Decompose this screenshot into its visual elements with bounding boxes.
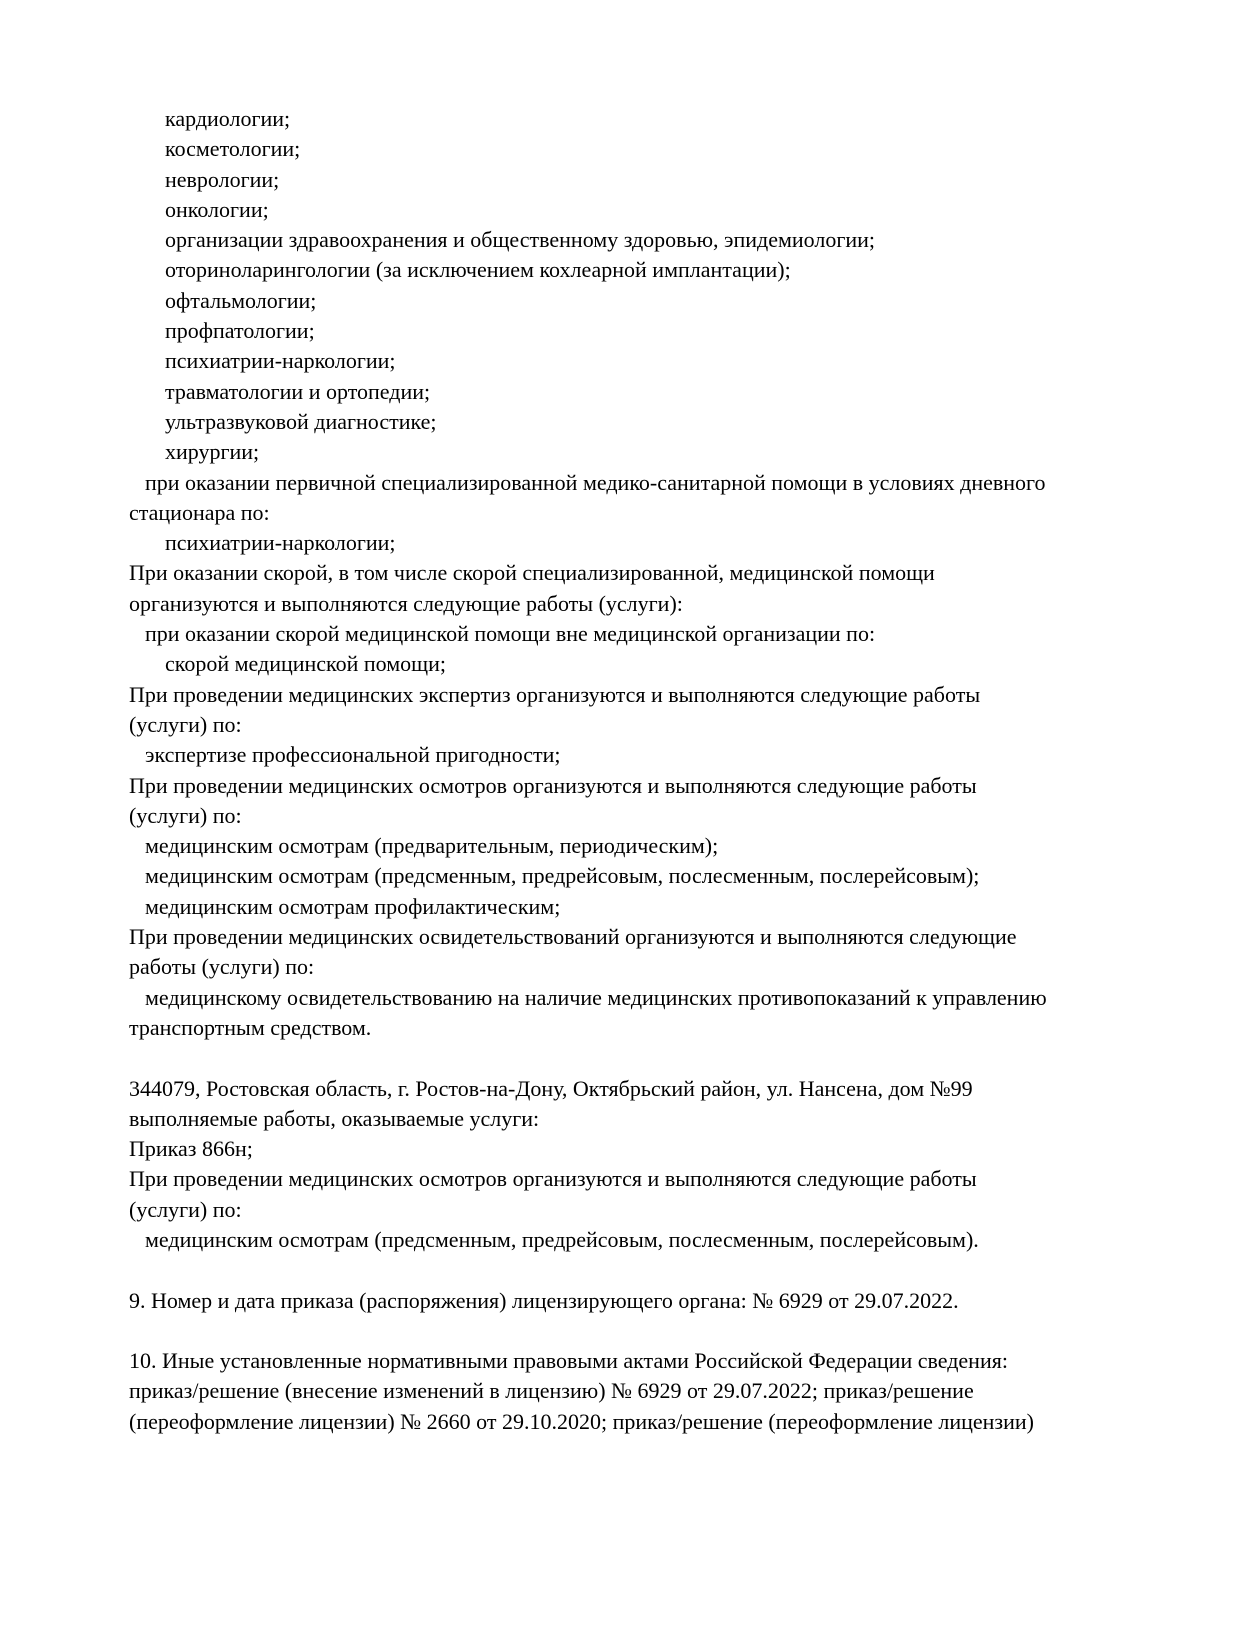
specialty-item: офтальмологии;	[165, 287, 317, 313]
service-item: медицинским осмотрам (предсменным, предрейсовым, послесменным, послерейсовым).	[145, 1226, 979, 1252]
paragraph-line-wrap: (услуги) по:	[129, 802, 242, 828]
care-condition-line: при оказании скорой медицинской помощи вне медицинской организации по:	[145, 621, 876, 647]
specialty-item: психиатрии-наркологии;	[165, 530, 396, 556]
paragraph-line-wrap: работы (услуги) по:	[129, 954, 315, 980]
order-number-line: 9. Номер и дата приказа (распоряжения) лицензирующего органа: № 6929 от 29.07.2022.	[129, 1287, 959, 1313]
specialty-item: профпатологии;	[165, 318, 315, 344]
specialty-item: психиатрии-наркологии;	[165, 348, 396, 374]
paragraph-line: При проведении медицинских осмотров организуются и выполняются следующие работы	[129, 1166, 977, 1192]
specialty-item: организации здравоохранения и общественному здоровью, эпидемиологии;	[165, 227, 876, 253]
service-item: медицинским осмотрам (предварительным, периодическим);	[145, 833, 719, 859]
specialty-item: косметологии;	[165, 136, 301, 162]
specialty-item: кардиологии;	[165, 106, 291, 131]
specialty-item: травматологии и ортопедии;	[165, 378, 431, 404]
blank-line	[129, 1255, 1129, 1285]
service-item: медицинским осмотрам (предсменным, предрейсовым, послесменным, послерейсовым);	[145, 863, 980, 889]
address-line: 344079, Ростовская область, г. Ростов-на-Дону, Октябрьский район, ул. Нансена, дом №99	[129, 1075, 973, 1101]
specialty-item: онкологии;	[165, 196, 269, 222]
care-condition-line: при оказании первичной специализированной медико-санитарной помощи в условиях дневного	[145, 469, 1046, 495]
paragraph-line-wrap: организуются и выполняются следующие работы (услуги):	[129, 590, 683, 616]
specialty-item: неврологии;	[165, 166, 280, 192]
paragraph-line: При проведении медицинских освидетельствований организуются и выполняются следующие	[129, 924, 1017, 950]
specialty-item: скорой медицинской помощи;	[165, 651, 447, 677]
paragraph-line-wrap: (услуги) по:	[129, 1196, 242, 1222]
specialty-item: хирургии;	[165, 439, 260, 465]
paragraph-line: При проведении медицинских экспертиз организуются и выполняются следующие работы	[129, 681, 981, 707]
paragraph-line: выполняемые работы, оказываемые услуги:	[129, 1105, 540, 1131]
service-item: медицинскому освидетельствованию на наличие медицинских противопоказаний к управлению	[145, 984, 1047, 1010]
other-info-line: 10. Иные установленные нормативными правовыми актами Российской Федерации сведения:	[129, 1348, 1008, 1374]
other-info-line-wrap: приказ/решение (внесение изменений в лицензию) № 6929 от 29.07.2022; приказ/решение	[129, 1378, 974, 1404]
service-item: экспертизе профессиональной пригодности;	[145, 742, 561, 768]
paragraph-line: При проведении медицинских осмотров организуются и выполняются следующие работы	[129, 772, 977, 798]
specialty-item: оториноларингологии (за исключением кохлеарной имплантации);	[165, 257, 791, 283]
paragraph-line-wrap: (услуги) по:	[129, 711, 242, 737]
document-text-block	[129, 104, 1129, 1437]
blank-line	[129, 1043, 1129, 1073]
blank-line	[129, 1316, 1129, 1346]
care-condition-line-wrap: стационара по:	[129, 499, 270, 525]
order-reference-line: Приказ 866н;	[129, 1136, 253, 1162]
service-item-wrap: транспортным средством.	[129, 1014, 372, 1040]
other-info-line-wrap: (переоформление лицензии) № 2660 от 29.10.2020; приказ/решение (переоформление лицензии)	[129, 1408, 1034, 1434]
paragraph-line: При оказании скорой, в том числе скорой специализированной, медицинской помощи	[129, 560, 935, 586]
specialty-item: ультразвуковой диагностике;	[165, 408, 437, 434]
service-item: медицинским осмотрам профилактическим;	[145, 893, 561, 919]
